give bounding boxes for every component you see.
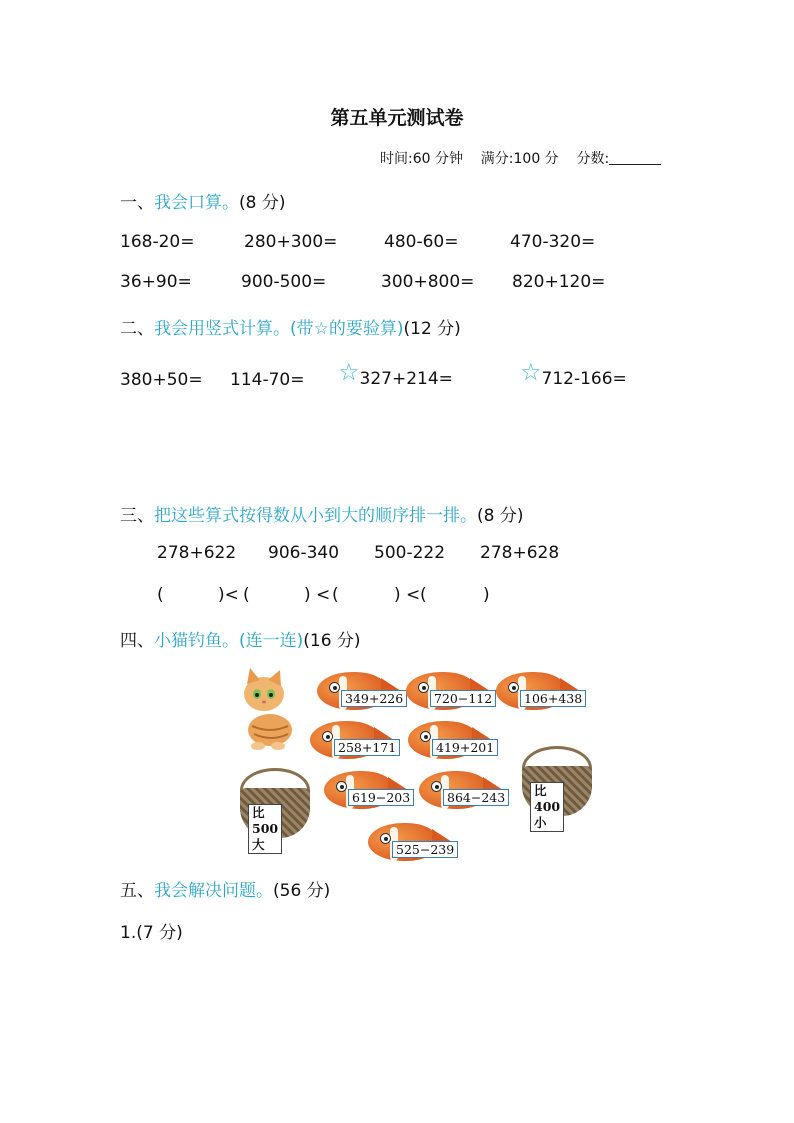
- q2-text: 我会用竖式计算。(带☆的要验算): [154, 319, 404, 339]
- fish-label: 720−112: [430, 690, 496, 707]
- fish-label: 258+171: [334, 739, 400, 756]
- order-paren: ) <: [304, 585, 331, 605]
- q1-item: 300+800=: [381, 272, 475, 292]
- q1-item: 480-60=: [384, 232, 459, 252]
- fish-eye: [329, 682, 340, 693]
- q4-number: 四、: [120, 631, 154, 651]
- q2-item: 114-70=: [230, 370, 305, 390]
- star-icon: ☆: [338, 358, 360, 386]
- page-title: 第五单元测试卷: [330, 107, 464, 129]
- order-paren: ): [483, 585, 490, 605]
- q2-points: (12 分): [403, 319, 461, 339]
- q1-item: 900-500=: [241, 272, 327, 292]
- order-paren: )<: [218, 585, 239, 605]
- order-paren: (: [420, 585, 427, 605]
- fish-item[interactable]: [324, 769, 410, 811]
- fish-label: 525−239: [392, 841, 458, 858]
- q1-heading: [120, 188, 285, 213]
- fish-eye: [418, 682, 429, 693]
- q1-number: 一、: [120, 193, 154, 213]
- q3-item: 906-340: [268, 543, 340, 563]
- q5-heading: [120, 876, 330, 901]
- fish-eye: [508, 682, 519, 693]
- q4-points: (16 分): [303, 631, 361, 651]
- q1-item: 280+300=: [244, 232, 338, 252]
- q4-text: 小猫钓鱼。(连一连): [154, 631, 304, 651]
- time-limit: 时间:60 分钟: [380, 151, 463, 167]
- order-paren: ) <: [394, 585, 421, 605]
- q3-heading: [120, 501, 523, 526]
- q3-item: 500-222: [374, 543, 446, 563]
- basket-label: 比400小: [530, 782, 564, 832]
- q2-heading: [120, 314, 461, 339]
- fish-item[interactable]: [368, 821, 454, 863]
- fish-eye: [336, 781, 347, 792]
- order-paren: (: [157, 585, 164, 605]
- basket-label: 比500大: [248, 804, 282, 854]
- q4-heading: [120, 626, 361, 651]
- fish-item[interactable]: [419, 769, 505, 811]
- fish-item[interactable]: [317, 670, 403, 712]
- q3-number: 三、: [120, 506, 154, 526]
- q5-subquestion-1: 1.(7 分): [120, 923, 183, 943]
- exam-meta: [380, 148, 661, 168]
- fish-item[interactable]: [496, 670, 582, 712]
- fish-label: 106+438: [520, 690, 586, 707]
- fish-label: 864−243: [443, 789, 509, 806]
- q1-item: 470-320=: [510, 232, 596, 252]
- q1-points: (8 分): [239, 193, 286, 213]
- fish-eye: [431, 781, 442, 792]
- q1-text: 我会口算。: [154, 193, 239, 213]
- q3-item: 278+628: [480, 543, 560, 563]
- score-label: 分数:: [576, 151, 610, 167]
- q2-starred-item: [520, 358, 627, 390]
- fish-label: 349+226: [341, 690, 407, 707]
- fish-eye: [380, 833, 391, 844]
- q2-item-text: 712-166=: [541, 369, 627, 389]
- cat-illustration: [238, 668, 298, 752]
- order-paren: (: [243, 585, 250, 605]
- star-icon: ☆: [520, 358, 542, 386]
- q1-item: 820+120=: [512, 272, 606, 292]
- q1-item: 168-20=: [120, 232, 195, 252]
- fish-item[interactable]: [406, 670, 492, 712]
- fish-eye: [420, 731, 431, 742]
- fish-item[interactable]: [408, 719, 494, 761]
- q1-item: 36+90=: [120, 272, 192, 292]
- fish-label: 619−203: [348, 789, 414, 806]
- q2-starred-item: [338, 358, 453, 390]
- full-score: 满分:100 分: [480, 151, 559, 167]
- q3-points: (8 分): [477, 506, 524, 526]
- q5-points: (56 分): [273, 881, 331, 901]
- fish-label: 419+201: [432, 739, 498, 756]
- q2-item: 380+50=: [120, 370, 203, 390]
- order-paren: (: [332, 585, 339, 605]
- q3-text: 把这些算式按得数从小到大的顺序排一排。: [154, 506, 477, 526]
- q5-text: 我会解决问题。: [154, 881, 273, 901]
- q2-item-text: 327+214=: [359, 369, 453, 389]
- fish-eye: [322, 731, 333, 742]
- q2-number: 二、: [120, 319, 154, 339]
- score-blank[interactable]: [609, 150, 661, 165]
- fish-item[interactable]: [310, 719, 396, 761]
- q5-number: 五、: [120, 881, 154, 901]
- q3-item: 278+622: [157, 543, 237, 563]
